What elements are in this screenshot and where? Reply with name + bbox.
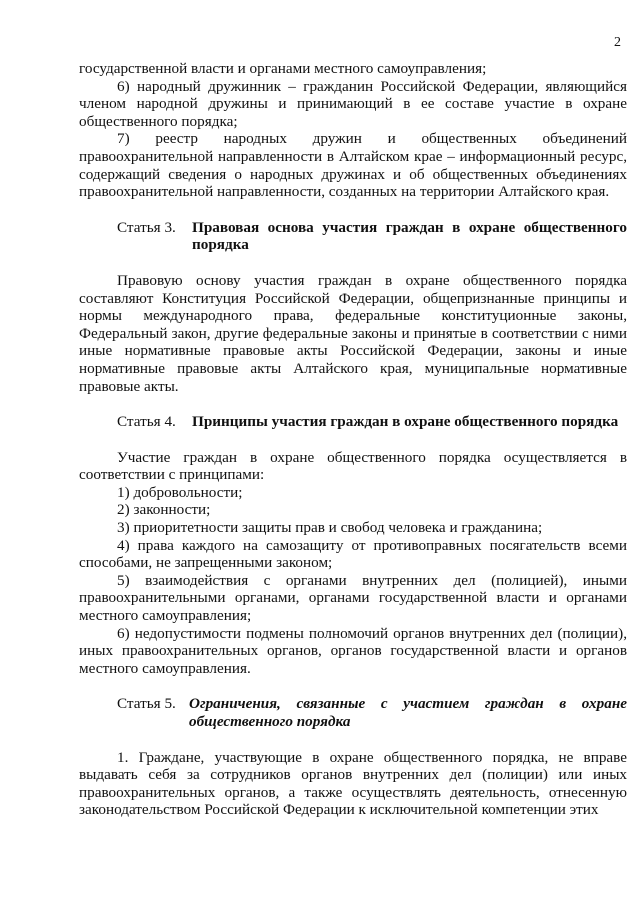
article-title: Ограничения, связанные с участием граждан в охране общественного порядка bbox=[189, 695, 627, 730]
paragraph-continuation: государственной власти и органами местного самоуправления; bbox=[79, 60, 487, 77]
principle-item: 5) взаимодействия с органами внутренних дел (полицией), иными правоохранительными органами, органами государственной власти и органами местного самоуправления; bbox=[79, 571, 627, 625]
definition-item-7: 7) реестр народных дружин и общественных объединений правоохранительной направленности в Алтайском крае – информационный ресурс, содержащий сведения о народных дружинах и об общественных объединениях правоохранительной направленности, созданных на территории Алтайского края. bbox=[79, 130, 627, 201]
principle-item: 4) права каждого на самозащиту от противоправных посягательств всеми способами, не запрещенными законом; bbox=[79, 536, 627, 572]
article-number: Статья 4. bbox=[117, 413, 176, 431]
principle-item: 6) недопустимости подмены полномочий органов внутренних дел (полиции), иных правоохранительных органов, органов государственной власти и органов местного самоуправления. bbox=[79, 624, 627, 677]
article-4-heading bbox=[79, 413, 627, 431]
article-3-heading bbox=[79, 219, 627, 254]
article-number: Статья 3. bbox=[117, 218, 176, 236]
principle-item: 2) законности; bbox=[117, 501, 211, 519]
principle-item: 3) приоритетности защиты прав и свобод человека и гражданина; bbox=[117, 519, 543, 537]
definition-item-6: 6) народный дружинник – гражданин Российской Федерации, являющийся членом народной дружины и принимающий в ее составе участие в охране общественного порядка; bbox=[79, 77, 627, 130]
article-title: Правовая основа участия граждан в охране общественного порядка bbox=[192, 218, 627, 254]
article-number: Статья 5. bbox=[117, 695, 176, 713]
principle-item: 1) добровольности; bbox=[117, 483, 243, 501]
page-number: 2 bbox=[614, 35, 621, 50]
article-3-text: Правовую основу участия граждан в охране общественного порядка составляют Конституция Российской Федерации, общепризнанные принципы и нормы международного права, федеральные конституционные законы, Федеральный закон, другие федеральные законы и принятые в соответствии с ними иные нормативные правовые акты Российской Федерации, законы и иные нормативные правовые акты Алтайского края, муниципальные нормативные правовые акты. bbox=[79, 271, 627, 395]
article-5-heading bbox=[79, 695, 627, 730]
article-5-text: 1. Граждане, участвующие в охране общественного порядка, не вправе выдавать себя за сотрудников органов внутренних дел (полиции) или иных правоохранительных органов, а также осуществлять деятельность, отнесенную законодательством Российской Федерации к исключительной компетенции этих bbox=[79, 748, 627, 819]
document-body bbox=[79, 60, 627, 819]
article-4-intro: Участие граждан в охране общественного порядка осуществляется в соответствии с принципами: bbox=[79, 448, 627, 484]
article-title: Принципы участия граждан в охране общественного порядка bbox=[192, 413, 619, 431]
